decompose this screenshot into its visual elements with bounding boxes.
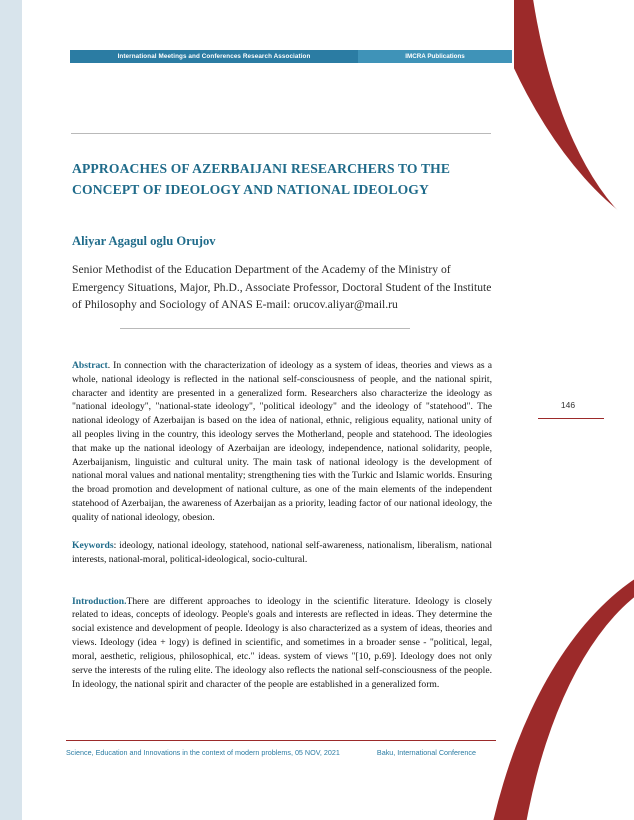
header-association-label: International Meetings and Conferences Research Association [70,50,358,63]
footer-location-info: Baku, International Conference [376,748,476,757]
footer-conference-info: Science, Education and Innovations in the context of modern problems, 05 NOV, 2021 [66,748,340,757]
top-right-swoosh-decoration [514,0,634,300]
introduction-text: There are different approaches to ideology in the scientific literature. Ideology is closely related to ideas, concepts of ideology. People's goals and interests are reflected in ideas. They determine the social existence and development of people. Ideology is also characterized as a system of ideas, theories and views. Ideology (idea + logy) is defined in scientific, and sometimes in a broader sense - "political, legal, moral, aesthetic, religious, philosophical, etc." ideas. system of views "[10, p.69]. Ideology does not only serve the interests of the ruling elite. The ideology also reflects the national self-consciousness of the people. In ideology, the national spirit and character of the people are established in a generalized form. [72,595,492,690]
page-footer [66,748,536,757]
bottom-right-swoosh-decoration [484,520,634,820]
swoosh-cutout [524,0,634,250]
page-title: APPROACHES OF AZERBAIJANI RESEARCHERS TO THE CONCEPT OF IDEOLOGY AND NATIONAL IDEOLOGY [72,161,451,198]
affiliation-text: Senior Methodist of the Education Department of the Academy of the Ministry of Emergency Situations, Major, Ph.D., Associate Professor, Doctoral Student of the Institute of Philosophy and Sociology of ANAS E-mail: [72,263,492,312]
abstract-label: Abstract [72,359,108,371]
author-email: orucov.aliyar@mail.ru [293,298,398,312]
left-band-inner-strip [22,0,30,820]
header-publisher-label: IMCRA Publications [358,50,512,63]
introduction-label: Introduction. [72,595,127,607]
abstract-section [72,359,492,525]
keywords-text: : ideology, national ideology, statehood, national self-awareness, nationalism, liberalism, national interests, national-moral, political-ideological, socio-cultural. [72,539,492,565]
page-number: 146 [560,400,576,410]
author-name: Aliyar Agagul oglu Orujov [72,234,216,249]
header-divider [71,133,491,134]
keywords-label: Keywords [72,539,114,551]
article-content [72,158,492,692]
left-decorative-band [0,0,22,820]
page-number-rule [538,418,604,419]
introduction-section [72,595,492,692]
header-banner [70,50,512,63]
author-affiliation [72,261,492,314]
abstract-text: . In connection with the characterization of ideology as a system of ideas, theories and views as a whole, national ideology is reflected in the national self-consciousness of people, and the national spirit, character and identity are presented in a generalized form. Researchers also characterize the ideology as "national ideology", "national-state ideology", "political ideology" and the ideology of "statehood". The national ideology of Azerbaijan is based on the idea of national, ethnic, religious equality, national unity of all peoples living in the country, this ideology serves the Motherland, people and statehood. The ideologies that make up the national ideology of Azerbaijan are ideology, independence, national solidarity, people, Azerbaijanism, linguistic and cultural unity. The main task of national ideology is the development of national moral values and national mentality; strengthening ties with the Turkic and Islamic worlds. Ensuring the broad promotion and development of national culture, as one of the main elements of the independent statehood of Azerbaijan, the awareness of Azerbaijan as a priority, leading factor of our national ideology, the quality of national ideology, obesion. [72,359,492,523]
keywords-section [72,539,492,567]
affiliation-divider [120,328,410,329]
footer-divider [66,740,496,741]
